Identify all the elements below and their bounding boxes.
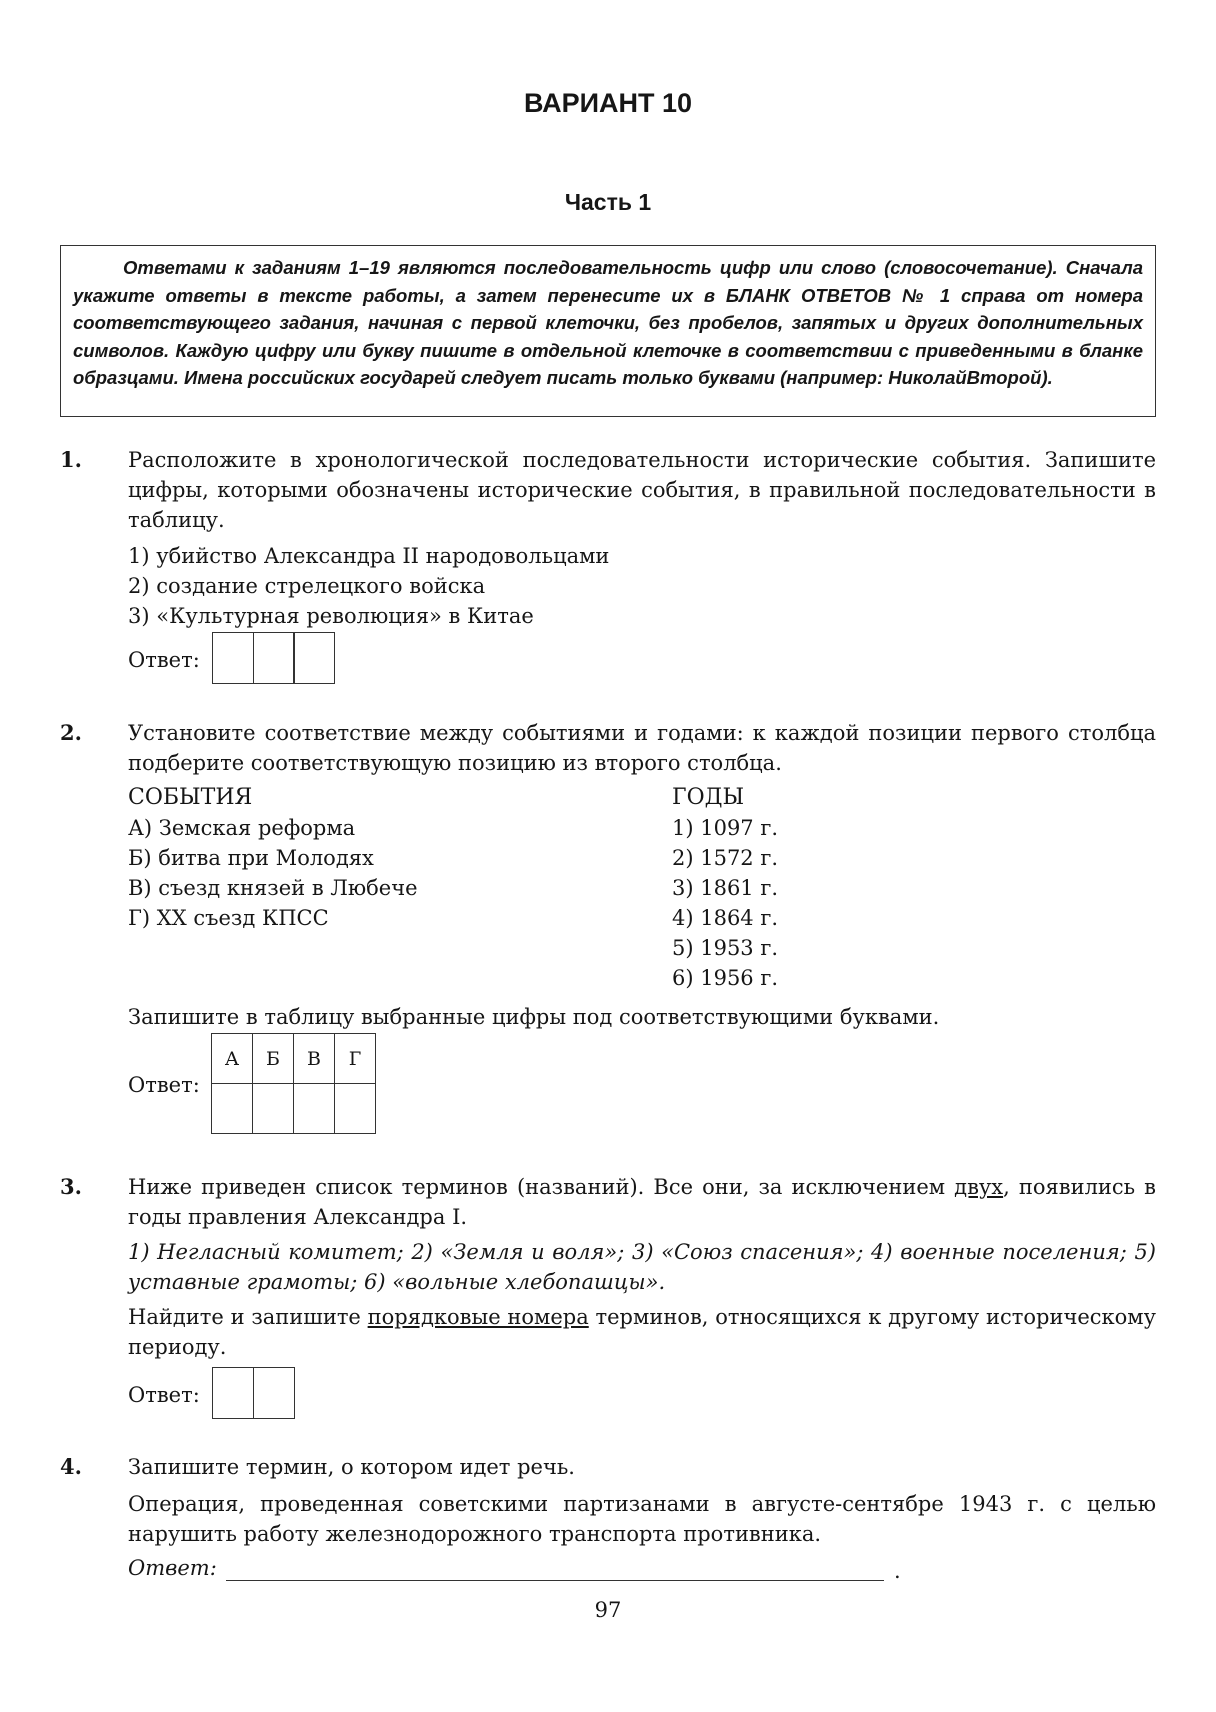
q2-year-4: 4) 1864 г. bbox=[672, 906, 779, 930]
answer-cell[interactable] bbox=[212, 632, 254, 684]
q2-answer-table bbox=[211, 1033, 376, 1134]
letter-a: А bbox=[212, 1034, 253, 1084]
letter-v: В bbox=[294, 1034, 335, 1084]
q1-item-2: 2) создание стрелецкого войска bbox=[128, 574, 486, 598]
q2-event-g: Г) XX съезд КПСС bbox=[128, 906, 329, 930]
q4-answer-dot: . bbox=[894, 1559, 901, 1583]
q4-description: Операция, проведенная советскими партизанами в августе-сентябре 1943 г. с целью нарушить работу железнодорожного транспорта противника. bbox=[128, 1492, 1156, 1546]
q4-answer-label: Ответ: bbox=[128, 1556, 217, 1580]
answer-cell[interactable] bbox=[335, 1084, 376, 1134]
q2-year-5: 5) 1953 г. bbox=[672, 936, 779, 960]
q2-instruction: Запишите в таблицу выбранные цифры под соответствующими буквами. bbox=[128, 1005, 940, 1029]
q1-answer-label: Ответ: bbox=[128, 648, 200, 672]
q2-event-b: Б) битва при Молодях bbox=[128, 846, 374, 870]
variant-title: ВАРИАНТ 10 bbox=[523, 88, 693, 118]
q1-number: 1. bbox=[60, 447, 82, 472]
q4-text: Запишите термин, о котором идет речь. bbox=[128, 1455, 575, 1479]
q3-text bbox=[128, 1172, 1156, 1232]
part-title: Часть 1 bbox=[564, 189, 652, 215]
answer-cell[interactable] bbox=[253, 1367, 295, 1419]
q2-event-a: А) Земская реформа bbox=[128, 816, 356, 840]
q3-task-emphasis: порядковые номера bbox=[367, 1305, 589, 1329]
q3-answer-label: Ответ: bbox=[128, 1383, 200, 1407]
answer-cell[interactable] bbox=[294, 1084, 335, 1134]
answer-cell[interactable] bbox=[212, 1367, 254, 1419]
q2-year-2: 2) 1572 г. bbox=[672, 846, 779, 870]
letter-g: Г bbox=[335, 1034, 376, 1084]
q4-number: 4. bbox=[60, 1454, 82, 1479]
answer-cell[interactable] bbox=[253, 1084, 294, 1134]
q3-task bbox=[128, 1302, 1156, 1362]
page-number: 97 bbox=[594, 1598, 622, 1622]
instructions-box bbox=[60, 245, 1156, 417]
q3-task-start: Найдите и запишите bbox=[128, 1305, 368, 1329]
answer-cell[interactable] bbox=[293, 632, 335, 684]
q2-year-6: 6) 1956 г. bbox=[672, 966, 779, 990]
q1-text: Расположите в хронологической последовательности исторические события. Запишите цифры, которыми обозначены исторические события, в правильной последовательности в таблицу. bbox=[128, 448, 1156, 532]
q2-events-header: СОБЫТИЯ bbox=[128, 785, 253, 810]
q1-item-1: 1) убийство Александра II народовольцами bbox=[128, 544, 610, 568]
q2-event-v: В) съезд князей в Любече bbox=[128, 876, 418, 900]
q3-number: 3. bbox=[60, 1174, 82, 1199]
q1-answer-cells bbox=[212, 632, 335, 684]
q2-answer-label: Ответ: bbox=[128, 1073, 200, 1097]
q3-text-start: Ниже приведен список терминов (названий). Все они, за исключением bbox=[128, 1175, 955, 1199]
q4-answer-line[interactable] bbox=[226, 1580, 884, 1581]
q2-year-3: 3) 1861 г. bbox=[672, 876, 779, 900]
q1-item-3: 3) «Культурная революция» в Китае bbox=[128, 604, 534, 628]
q3-task-end: терминов, относящихся к другому историческому периоду. bbox=[128, 1305, 1156, 1359]
q2-year-1: 1) 1097 г. bbox=[672, 816, 779, 840]
instructions-text: Ответами к заданиям 1–19 являются последовательность цифр или слово (словосочетание). Сначала укажите ответы в тексте работы, а затем перенесите их в БЛАНК ОТВЕТОВ № 1 справа от номера соответствующего задания, начиная с первой клеточки, без пробелов, запятых и других дополнительных символов. Каждую цифру или букву пишите в отдельной клеточке в соответствии с приведенными в бланке образцами. Имена российских государей следует писать только буквами (например: НиколайВторой). bbox=[73, 257, 1143, 388]
q3-terms: 1) Негласный комитет; 2) «Земля и воля»; 3) «Союз спасения»; 4) военные поселения; 5) уставные грамоты; 6) «вольные хлебопашцы». bbox=[128, 1240, 1156, 1294]
letter-b: Б bbox=[253, 1034, 294, 1084]
q3-answer-cells bbox=[212, 1367, 295, 1419]
q2-years-header: ГОДЫ bbox=[672, 785, 745, 810]
answer-cell[interactable] bbox=[212, 1084, 253, 1134]
answer-cell[interactable] bbox=[253, 632, 295, 684]
q2-text: Установите соответствие между событиями и годами: к каждой позиции первого столбца подберите соответствующую позицию из второго столбца. bbox=[128, 721, 1156, 775]
q3-text-end: , появились в годы правления Александра I. bbox=[128, 1175, 1156, 1229]
q2-number: 2. bbox=[60, 720, 82, 745]
q3-text-emphasis: двух bbox=[954, 1175, 1004, 1199]
